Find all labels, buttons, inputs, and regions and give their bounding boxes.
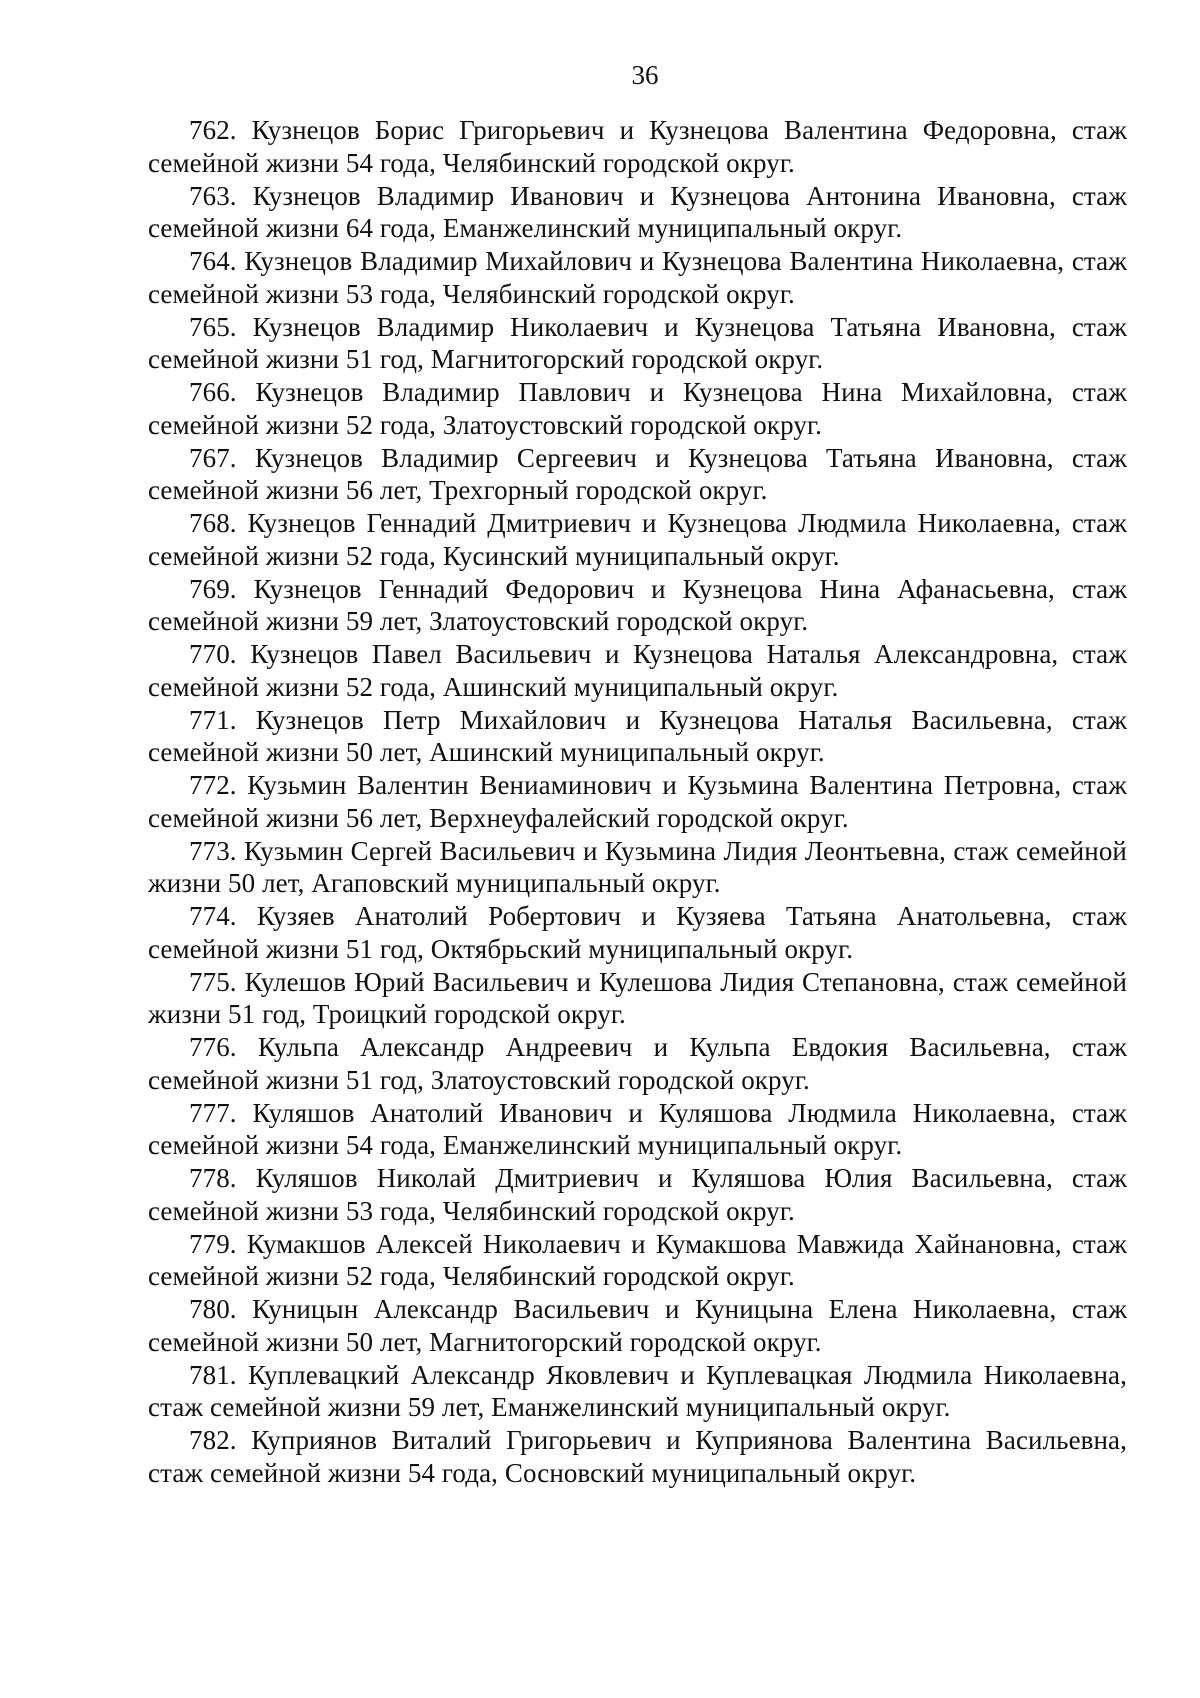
list-item: 779. Кумакшов Алексей Николаевич и Кумакшова Мавжида Хайнановна, стаж семейной жизни 52 года, Челябинский городской округ. — [148, 1228, 1127, 1291]
list-item: 763. Кузнецов Владимир Иванович и Кузнецова Антонина Ивановна, стаж семейной жизни 64 года, Еманжелинский муниципальный округ. — [148, 180, 1127, 243]
list-item: 773. Кузьмин Сергей Васильевич и Кузьмина Лидия Леонтьевна, стаж семейной жизни 50 лет, Агаповский муниципальный округ. — [148, 835, 1127, 898]
list-item: 767. Кузнецов Владимир Сергеевич и Кузнецова Татьяна Ивановна, стаж семейной жизни 56 лет, Трехгорный городской округ. — [148, 442, 1127, 505]
list-item: 765. Кузнецов Владимир Николаевич и Кузнецова Татьяна Ивановна, стаж семейной жизни 51 год, Магнитогорский городской округ. — [148, 311, 1127, 374]
list-item: 772. Кузьмин Валентин Вениаминович и Кузьмина Валентина Петровна, стаж семейной жизни 56 лет, Верхнеуфалейский городской округ. — [148, 770, 1127, 833]
list-item: 775. Кулешов Юрий Васильевич и Кулешова Лидия Степановна, стаж семейной жизни 51 год, Троицкий городской округ. — [148, 966, 1127, 1029]
list-item: 766. Кузнецов Владимир Павлович и Кузнецова Нина Михайловна, стаж семейной жизни 52 года, Златоустовский городской округ. — [148, 377, 1127, 440]
list-item: 764. Кузнецов Владимир Михайлович и Кузнецова Валентина Николаевна, стаж семейной жизни 53 года, Челябинский городской округ. — [148, 246, 1127, 309]
list-item: 774. Кузяев Анатолий Робертович и Кузяева Татьяна Анатольевна, стаж семейной жизни 51 год, Октябрьский муниципальный округ. — [148, 901, 1127, 964]
list-item: 770. Кузнецов Павел Васильевич и Кузнецова Наталья Александровна, стаж семейной жизни 52 года, Ашинский муниципальный округ. — [148, 639, 1127, 702]
list-item: 781. Куплевацкий Александр Яковлевич и Куплевацкая Людмила Николаевна, стаж семейной жизни 59 лет, Еманжелинский муниципальный округ. — [148, 1359, 1127, 1422]
page-number: 36 — [631, 60, 659, 90]
list-item: 762. Кузнецов Борис Григорьевич и Кузнецова Валентина Федоровна, стаж семейной жизни 54 года, Челябинский городской округ. — [148, 115, 1127, 178]
list-item: 768. Кузнецов Геннадий Дмитриевич и Кузнецова Людмила Николаевна, стаж семейной жизни 52 года, Кусинский муниципальный округ. — [148, 508, 1127, 571]
entries-list — [148, 114, 1127, 1490]
list-item: 769. Кузнецов Геннадий Федорович и Кузнецова Нина Афанасьевна, стаж семейной жизни 59 лет, Златоустовский городской округ. — [148, 573, 1127, 636]
list-item: 771. Кузнецов Петр Михайлович и Кузнецова Наталья Васильевна, стаж семейной жизни 50 лет, Ашинский муниципальный округ. — [148, 704, 1127, 767]
list-item: 777. Куляшов Анатолий Иванович и Куляшова Людмила Николаевна, стаж семейной жизни 54 года, Еманжелинский муниципальный округ. — [148, 1097, 1127, 1160]
list-item: 782. Куприянов Виталий Григорьевич и Куприянова Валентина Васильевна, стаж семейной жизни 54 года, Сосновский муниципальный округ. — [148, 1425, 1127, 1488]
list-item: 780. Куницын Александр Васильевич и Куницына Елена Николаевна, стаж семейной жизни 50 лет, Магнитогорский городской округ. — [148, 1294, 1127, 1357]
list-item: 778. Куляшов Николай Дмитриевич и Куляшова Юлия Васильевна, стаж семейной жизни 53 года, Челябинский городской округ. — [148, 1163, 1127, 1226]
list-item: 776. Кульпа Александр Андреевич и Кульпа Евдокия Васильевна, стаж семейной жизни 51 год, Златоустовский городской округ. — [148, 1032, 1127, 1095]
